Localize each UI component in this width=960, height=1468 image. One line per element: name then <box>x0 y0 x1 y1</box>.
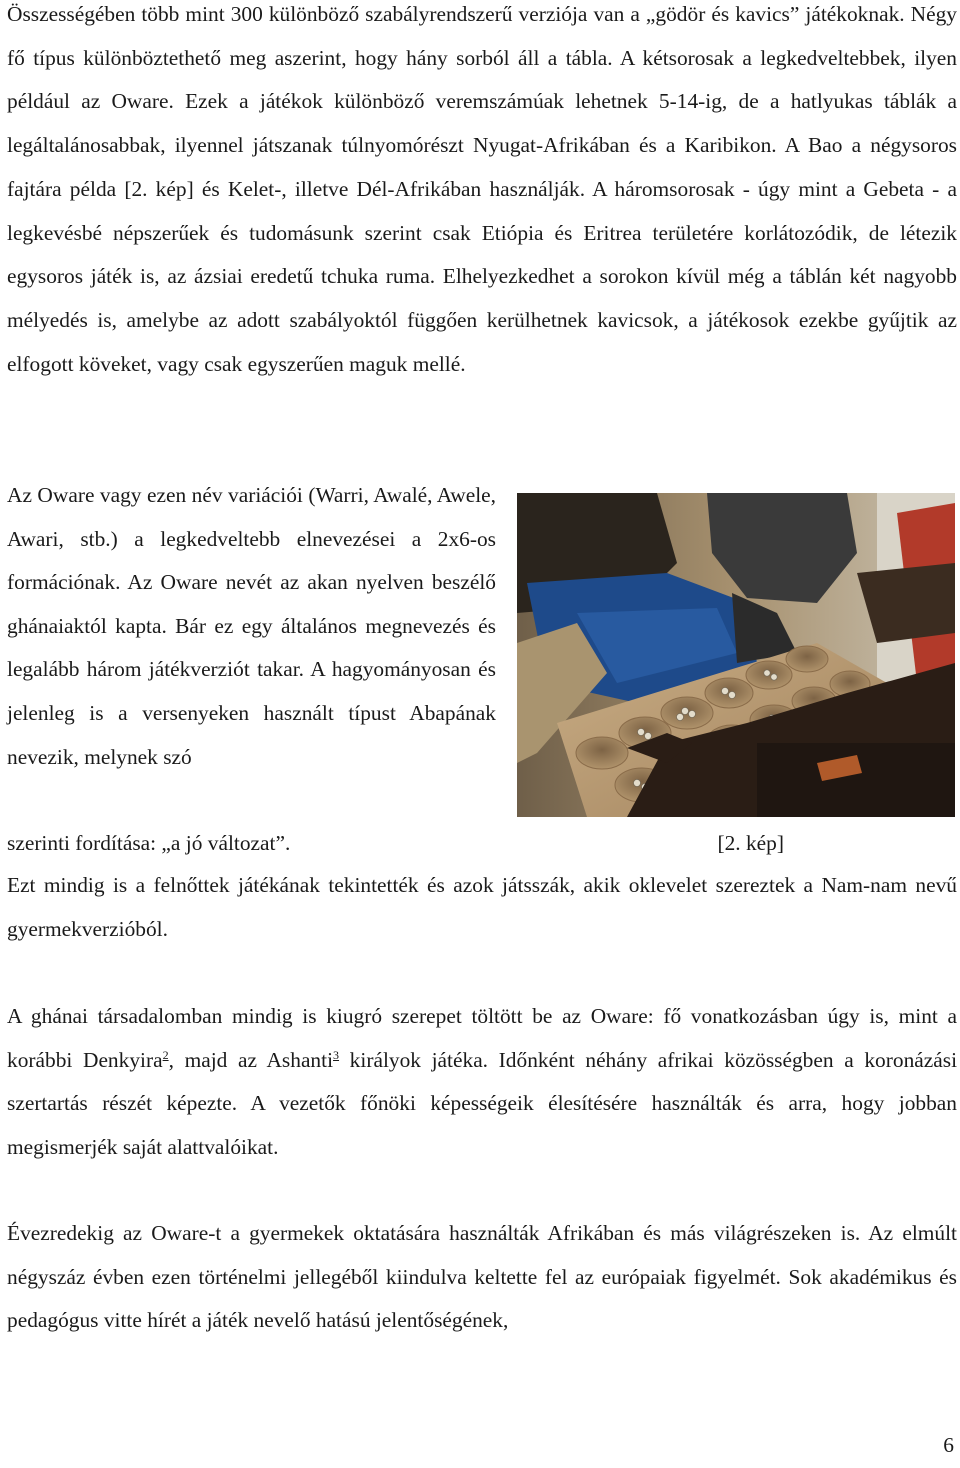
footnote-ref-3[interactable]: 3 <box>333 1047 340 1062</box>
paragraph-oware-names: Az Oware vagy ezen név variációi (Warri, Awalé, Awele, Awari, stb.) a legkedveltebb elnevezései a 2x6-os formációnak. Az Oware nevét az akan nyelven beszélő ghánaiaktól kapta. Bár ez egy általános megnevezés és legalább három játékverziót takar. A hagyományosan és jelenleg is a versenyeken használt típust Abapának nevezik, melynek szó <box>7 483 496 769</box>
paragraph-ghanaian-society <box>7 995 957 1170</box>
paragraph-education: Évezredekig az Oware-t a gyermekek oktatására használták Afrikában és más világrészeken is. Az elmúlt négyszáz évben ezen történelmi jellegéből kiindulva keltette fel az európaiak figyelmét. Sok akadémikus és pedagógus vitte hírét a játék nevelő hatású jelentőségének, <box>7 1221 957 1333</box>
page-number: 6 <box>943 1433 954 1457</box>
paragraph-oware-names-last-line: szerinti fordítása: „a jó változat”. <box>7 831 291 855</box>
paragraph-ghanaian-society-part1: A ghánai társadalomban mindig is kiugró szerepet töltött be az Oware: fő vonatkozásban úgy is, mint a korábbi Denkyira <box>7 1004 957 1072</box>
paragraph-game-variants: Összességében több mint 300 különböző szabályrendszerű verziója van a „gödör és kavics” játékoknak. Négy fő típus különböztethető meg aszerint, hogy hány sorból áll a tábla. A kétsorosak a legkedveltebbek, ilyen például az Oware. Ezek a játékok különböző veremszámúak lehetnek 5-14-ig, de a hatlyukas táblák a legáltalánosabbak, ilyennel játszanak túlnyomórészt Nyugat-Afrikában és a Karibikon. A Bao a négysoros fajtára példa [2. kép] és Kelet-, illetve Dél-Afrikában használják. A háromsorosak - úgy mint a Gebeta - a legkevésbé népszerűek és tudomásunk szerint csak Etiópia és Eritrea területére korlátozódik, de létezik egysoros játék is, az ázsiai eredetű tchuka ruma. Elhelyezkedhet a sorokon kívül még a táblán két nagyobb mélyedés is, amelybe az adott szabályoktól függően kerülhetnek kavicsok, a játékosok ezekbe gyűjtik az elfogott köveket, vagy csak egyszerűen maguk mellé. <box>7 2 957 376</box>
paragraph-ghanaian-society-part3: királyok játéka. Időnként néhány afrikai közösségben a koronázási szertartás részét képezte. A vezetők főnöki képességeik élesítésére használták és arra, hogy jobban megismerjék saját alattvalóikat. <box>7 1047 958 1160</box>
oware-game-photo <box>517 493 955 817</box>
caption-line <box>7 822 784 866</box>
footnote-ref-2[interactable]: 2 <box>162 1047 169 1062</box>
image-caption: [2. kép] <box>717 831 784 855</box>
paragraph-ghanaian-society-part2: , majd az Ashanti <box>168 1047 334 1072</box>
paragraph-adult-game: Ezt mindig is a felnőttek játékának tekintették és azok játsszák, akik oklevelet szereztek a Nam-nam nevű gyermekverzióból. <box>7 873 957 941</box>
